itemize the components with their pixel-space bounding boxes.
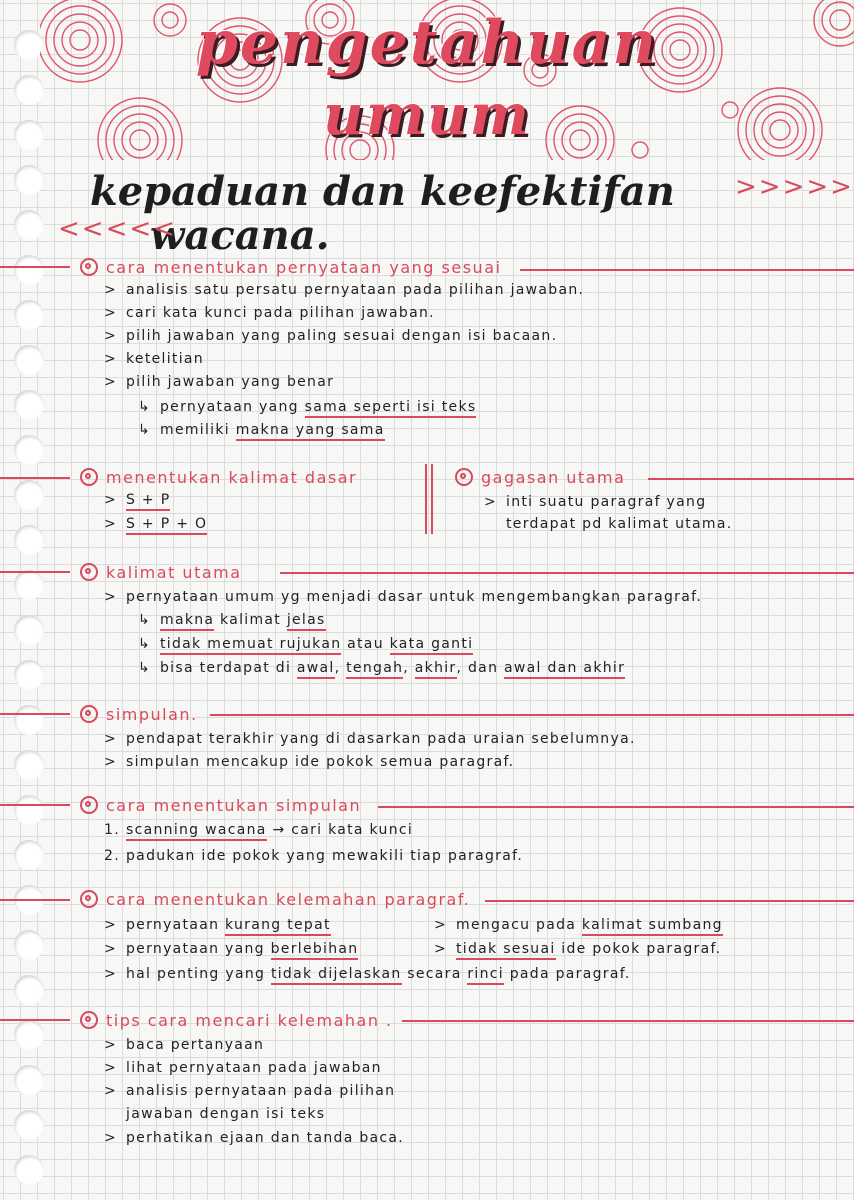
list-item: > lihat pernyataan pada jawaban bbox=[104, 1060, 382, 1076]
list-item: > S + P + O bbox=[104, 516, 207, 532]
section-title-kelemahan: cara menentukan kelemahan paragraf. bbox=[80, 890, 470, 909]
list-item: > analisis satu persatu pernyataan pada pilihan jawaban. bbox=[104, 282, 585, 298]
spiral-icon bbox=[80, 1011, 98, 1029]
column-divider bbox=[425, 464, 427, 534]
list-item-continued: jawaban dengan isi teks bbox=[126, 1106, 326, 1122]
section-rule bbox=[0, 899, 70, 901]
binder-hole bbox=[14, 165, 44, 195]
spiral-icon bbox=[80, 468, 98, 486]
list-item: > simpulan mencakup ide pokok semua paragraf. bbox=[104, 754, 515, 770]
sub-item: ↳ tidak memuat rujukan atau kata ganti bbox=[138, 636, 473, 652]
binder-hole bbox=[14, 930, 44, 960]
section-rule bbox=[378, 806, 854, 808]
sub-item: ↳ memiliki makna yang sama bbox=[138, 422, 385, 438]
page-title-line1: pengetahuan bbox=[195, 8, 659, 78]
binder-hole bbox=[14, 705, 44, 735]
page-title-line2: umum bbox=[323, 82, 531, 148]
section-rule bbox=[0, 266, 70, 268]
list-item: > pilih jawaban yang paling sesuai dengan isi bacaan. bbox=[104, 328, 558, 344]
list-item: > pilih jawaban yang benar bbox=[104, 374, 335, 390]
spiral-icon bbox=[80, 563, 98, 581]
section-rule bbox=[0, 571, 70, 573]
binder-hole bbox=[14, 480, 44, 510]
binder-holes bbox=[14, 30, 48, 1200]
binder-hole bbox=[14, 525, 44, 555]
section-rule bbox=[210, 714, 854, 716]
list-item: > ketelitian bbox=[104, 351, 204, 367]
spiral-icon bbox=[80, 796, 98, 814]
list-item: > pendapat terakhir yang di dasarkan pada uraian sebelumnya. bbox=[104, 731, 636, 747]
spiral-icon bbox=[80, 890, 98, 908]
list-item: > S + P bbox=[104, 492, 170, 508]
binder-hole bbox=[14, 1110, 44, 1140]
binder-hole bbox=[14, 435, 44, 465]
list-item: > pernyataan yang berlebihan bbox=[104, 941, 358, 957]
sub-item: ↳ makna kalimat jelas bbox=[138, 612, 326, 628]
list-item: > pernyataan kurang tepat bbox=[104, 917, 331, 933]
binder-hole bbox=[14, 795, 44, 825]
binder-hole bbox=[14, 345, 44, 375]
list-item: > hal penting yang tidak dijelaskan secara rinci pada paragraf. bbox=[104, 966, 631, 982]
list-item-continued: terdapat pd kalimat utama. bbox=[506, 516, 733, 532]
binder-hole bbox=[14, 750, 44, 780]
binder-hole bbox=[14, 975, 44, 1005]
list-item: > tidak sesuai ide pokok paragraf. bbox=[434, 941, 721, 957]
binder-hole bbox=[14, 1020, 44, 1050]
section-rule bbox=[0, 713, 70, 715]
section-title-tips: tips cara mencari kelemahan . bbox=[80, 1011, 393, 1030]
binder-hole bbox=[14, 255, 44, 285]
list-item: > perhatikan ejaan dan tanda baca. bbox=[104, 1130, 405, 1146]
chevron-right-decoration: >>>>> bbox=[735, 172, 854, 202]
list-item: > pernyataan umum yg menjadi dasar untuk mengembangkan paragraf. bbox=[104, 589, 703, 605]
main-heading-line1: kepaduan dan keefektifan bbox=[90, 168, 675, 215]
list-item: > analisis pernyataan pada pilihan bbox=[104, 1083, 396, 1099]
section-rule bbox=[0, 477, 70, 479]
column-divider bbox=[431, 464, 433, 534]
section-title-pernyataan: cara menentukan pernyataan yang sesuai bbox=[80, 258, 501, 277]
sub-item: ↳ pernyataan yang sama seperti isi teks bbox=[138, 399, 476, 415]
spiral-icon bbox=[455, 468, 473, 486]
binder-hole bbox=[14, 390, 44, 420]
list-item: > baca pertanyaan bbox=[104, 1037, 265, 1053]
section-title-gagasan-utama: gagasan utama bbox=[455, 468, 625, 487]
section-rule bbox=[402, 1020, 854, 1022]
chevron-left-decoration: <<<<< bbox=[58, 214, 177, 244]
numbered-item: 2. padukan ide pokok yang mewakili tiap paragraf. bbox=[104, 848, 524, 864]
binder-hole bbox=[14, 1155, 44, 1185]
section-title-kalimat-utama: kalimat utama bbox=[80, 563, 242, 582]
section-title-simpulan: simpulan. bbox=[80, 705, 198, 724]
binder-hole bbox=[14, 570, 44, 600]
section-title-kalimat-dasar: menentukan kalimat dasar bbox=[80, 468, 357, 487]
section-rule bbox=[648, 478, 854, 480]
spiral-icon bbox=[80, 705, 98, 723]
list-item: > mengacu pada kalimat sumbang bbox=[434, 917, 723, 933]
list-item: > cari kata kunci pada pilihan jawaban. bbox=[104, 305, 435, 321]
binder-hole bbox=[14, 210, 44, 240]
numbered-item: 1. scanning wacana → cari kata kunci bbox=[104, 822, 413, 838]
section-rule bbox=[520, 269, 854, 271]
list-item: > inti suatu paragraf yang bbox=[484, 494, 707, 510]
section-rule bbox=[0, 804, 70, 806]
spiral-icon bbox=[80, 258, 98, 276]
section-rule bbox=[0, 1019, 70, 1021]
section-rule bbox=[485, 900, 854, 902]
section-title-cara-simpulan: cara menentukan simpulan bbox=[80, 796, 361, 815]
main-heading-line2: wacana. bbox=[150, 212, 330, 259]
binder-hole bbox=[14, 840, 44, 870]
sub-item: ↳ bisa terdapat di awal, tengah, akhir, dan awal dan akhir bbox=[138, 660, 625, 676]
binder-hole bbox=[14, 300, 44, 330]
binder-hole bbox=[14, 660, 44, 690]
section-rule bbox=[280, 572, 854, 574]
main-heading bbox=[90, 170, 675, 258]
binder-hole bbox=[14, 615, 44, 645]
binder-hole bbox=[14, 1065, 44, 1095]
